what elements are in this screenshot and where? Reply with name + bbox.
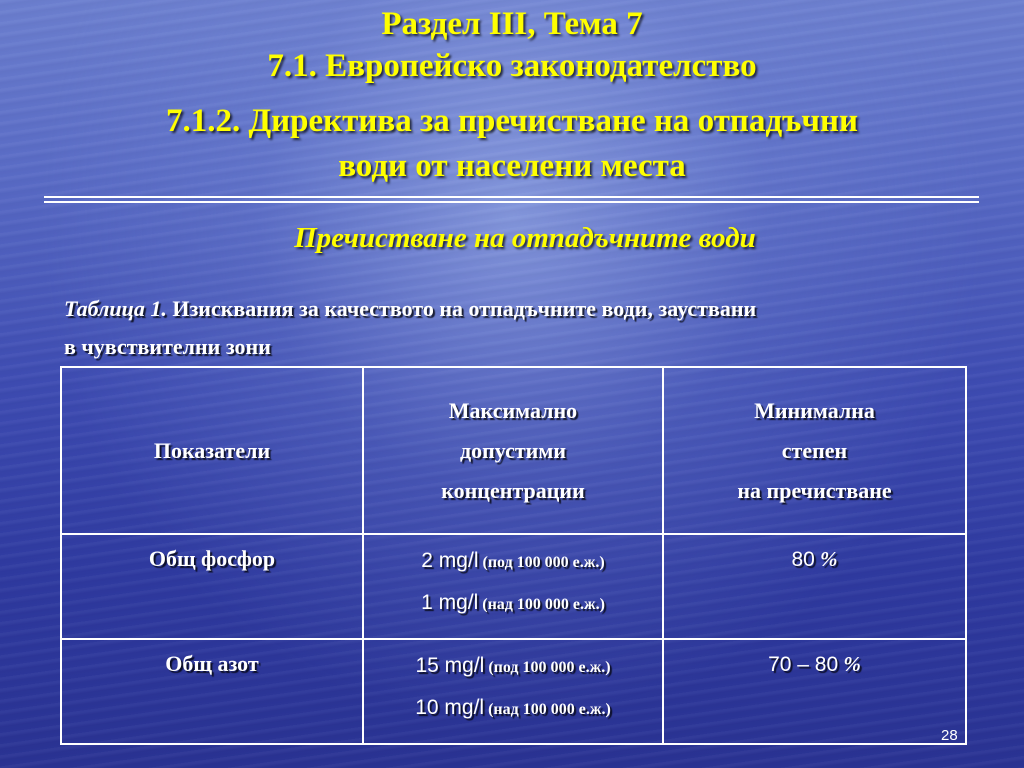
reduction-value [768, 653, 861, 676]
header-text: степен [781, 437, 848, 463]
header-text: Минимална [754, 397, 875, 423]
percent-sign: % [814, 547, 838, 571]
concentration-value: 2 mg/l [421, 549, 479, 572]
table-header-row [61, 367, 966, 534]
reduction-number: 70 – 80 [768, 653, 839, 676]
slide-title-section: Раздел III, Тема 7 [381, 6, 643, 42]
divider-line-top [44, 196, 979, 198]
indicator-name: Общ фосфор [148, 546, 276, 571]
concentration-note: (над 100 000 е.ж.) [484, 701, 611, 718]
concentration-cell [363, 639, 663, 744]
concentration-entry [364, 583, 662, 625]
reduction-value [791, 548, 837, 571]
indicator-name: Общ азот [165, 651, 259, 676]
concentration-entry [364, 541, 662, 583]
concentration-cell [363, 534, 663, 639]
header-text: допустими [459, 437, 567, 463]
table-caption-text: Изисквания за качеството на отпадъчните води, зауствани [166, 296, 757, 321]
header-text: Показатели [153, 438, 271, 463]
page-number: 28 [941, 727, 958, 744]
table-caption [64, 290, 974, 366]
requirements-table [60, 366, 967, 745]
slide-subtitle: Пречистване на отпадъчните води [294, 222, 756, 254]
slide-title-directive-line1: 7.1.2. Директива за пречистване на отпадъчни [165, 103, 859, 139]
indicator-cell [61, 534, 363, 639]
divider-line-bottom [44, 201, 979, 203]
concentration-value: 10 mg/l [415, 696, 485, 719]
reduction-number: 80 [791, 548, 815, 571]
table-row [61, 639, 966, 744]
concentration-entry [364, 646, 662, 688]
reduction-cell [663, 534, 966, 639]
table-caption-text-line2: в чувствителни зони [64, 334, 271, 359]
concentration-entry [364, 688, 662, 730]
slide-title-topic: 7.1. Европейско законодателство [267, 48, 757, 84]
concentration-note: (под 100 000 е.ж.) [484, 659, 611, 676]
header-text: на пречистване [737, 477, 892, 503]
header-cell-indicators [61, 367, 363, 534]
table-row [61, 534, 966, 639]
table-caption-label: Таблица 1. [64, 296, 167, 321]
concentration-note: (под 100 000 е.ж.) [478, 554, 605, 571]
header-text: Максимално [448, 397, 578, 423]
percent-sign: % [838, 652, 861, 676]
header-cell-min-reduction [663, 367, 966, 534]
indicator-cell [61, 639, 363, 744]
header-text: концентрации [441, 477, 585, 503]
reduction-cell [663, 639, 966, 744]
header-cell-max-concentrations [363, 367, 663, 534]
concentration-value: 1 mg/l [421, 591, 479, 614]
concentration-note: (над 100 000 е.ж.) [478, 596, 605, 613]
concentration-value: 15 mg/l [415, 654, 485, 677]
slide-title-directive-line2: води от населени места [338, 148, 686, 184]
